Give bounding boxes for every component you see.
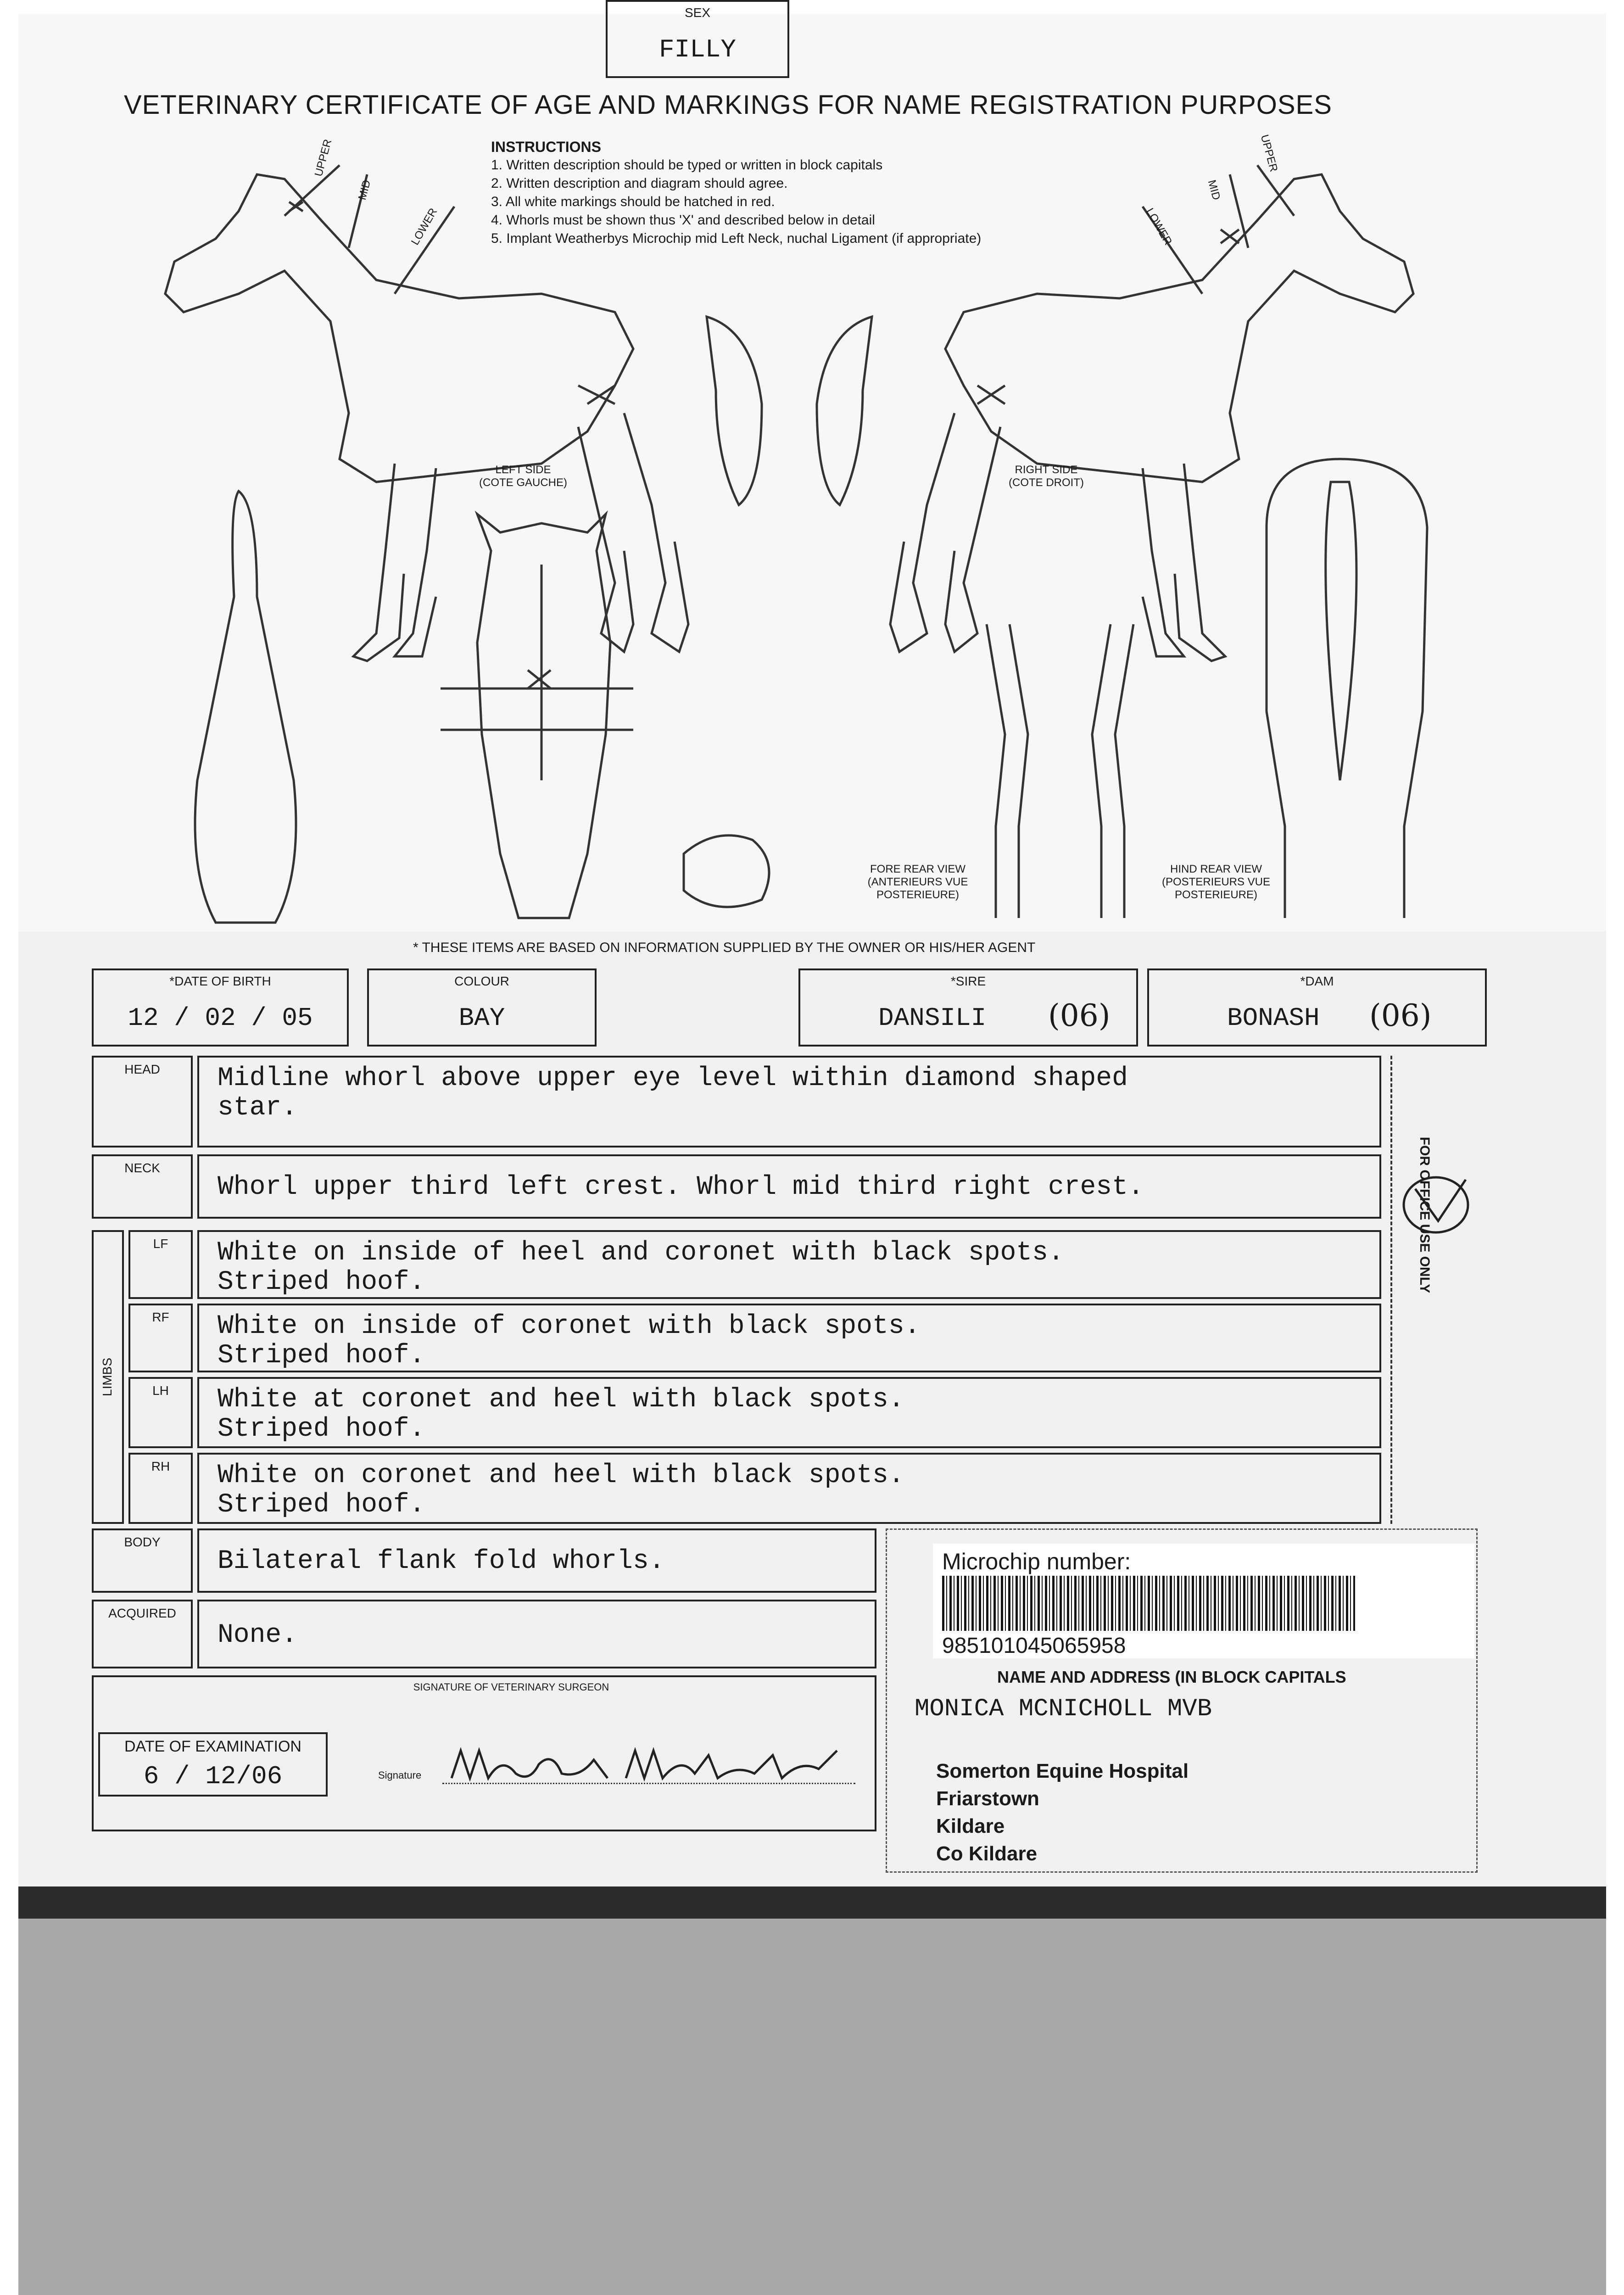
sire-value: DANSILI [878, 1003, 987, 1033]
rh-description: White on coronet and heel with black spots. Striped hoof. [218, 1461, 904, 1520]
head-label-box [92, 1056, 193, 1148]
office-use-column [1390, 1056, 1479, 1524]
acquired-description: None. [218, 1620, 298, 1650]
neck-top-view-diagram [195, 491, 296, 923]
colour-value: BAY [458, 1003, 505, 1033]
left-side-horse-diagram [165, 165, 762, 661]
certificate-title: VETERINARY CERTIFICATE OF AGE AND MARKINGS FOR NAME REGISTRATION PURPOSES [124, 90, 1332, 120]
dob-value: 12 / 02 / 05 [128, 1003, 313, 1033]
sire-field [798, 968, 1138, 1047]
limbs-label-box [92, 1230, 124, 1524]
limbs-label: LIMBS [100, 1357, 114, 1397]
acquired-label: ACQUIRED [108, 1606, 176, 1620]
sex-label: SEX [684, 6, 711, 20]
rf-description: White on inside of coronet with black spots. Striped hoof. [218, 1311, 921, 1371]
address-heading: NAME AND ADDRESS (IN BLOCK CAPITALS [997, 1668, 1346, 1686]
fore-rear-view-diagram [987, 624, 1133, 918]
right-side-horse-diagram [817, 165, 1413, 661]
dam-handwritten-annotation: (06) [1369, 998, 1432, 1033]
dam-value: BONASH [1227, 1003, 1320, 1033]
sire-label: *SIRE [950, 974, 986, 988]
muzzle-diagram [684, 835, 769, 907]
address-line-4: Co Kildare [936, 1842, 1038, 1865]
neck-description-box [197, 1154, 1381, 1219]
lf-description: White on inside of heel and coronet with black spots. Striped hoof. [218, 1238, 1064, 1297]
body-label: BODY [124, 1535, 161, 1549]
rf-label: RF [152, 1310, 169, 1324]
address-line-2: Friarstown [936, 1787, 1039, 1810]
microchip-number: 985101045065958 [942, 1634, 1126, 1658]
signature-block [92, 1675, 876, 1831]
rh-description-box [197, 1453, 1381, 1524]
exam-date-label: DATE OF EXAMINATION [124, 1738, 301, 1755]
acquired-description-box [197, 1600, 876, 1668]
instruction-item: 3. All white markings should be hatched in red. [491, 194, 775, 209]
sex-value: FILLY [659, 35, 737, 64]
head-label: HEAD [124, 1062, 160, 1076]
body-description: Bilateral flank fold whorls. [218, 1546, 665, 1576]
neck-label: NECK [124, 1161, 160, 1175]
left-mid-label: MID [356, 179, 374, 202]
hind-rear-view-diagram [1267, 459, 1427, 918]
address-line-3: Kildare [936, 1815, 1005, 1837]
dam-field [1147, 968, 1487, 1047]
microchip-label: Microchip number: [942, 1549, 1131, 1574]
sire-handwritten-annotation: (06) [1048, 998, 1111, 1033]
hind-rear-label: HIND REAR VIEW (POSTERIEURS VUE POSTERIEURE) [1161, 863, 1271, 901]
signature-label: Signature [378, 1769, 422, 1781]
lf-label: LF [153, 1237, 168, 1251]
head-description: Midline whorl above upper eye level within diamond shaped star. [218, 1064, 1128, 1123]
rh-label: RH [151, 1459, 170, 1473]
instruction-item: 4. Whorls must be shown thus 'X' and described below in detail [491, 213, 875, 228]
left-upper-label: UPPER [312, 138, 335, 178]
microchip-barcode [942, 1576, 1355, 1631]
rf-label-box [128, 1304, 193, 1372]
right-upper-label: UPPER [1258, 133, 1280, 174]
lh-description: White at coronet and heel with black spots. Striped hoof. [218, 1385, 904, 1444]
lh-label-box [128, 1377, 193, 1448]
signature-heading: SIGNATURE OF VETERINARY SURGEON [413, 1681, 609, 1693]
owner-info-note: * THESE ITEMS ARE BASED ON INFORMATION SUPPLIED BY THE OWNER OR HIS/HER AGENT [413, 940, 1036, 955]
colour-label: COLOUR [454, 974, 509, 988]
instruction-item: 5. Implant Weatherbys Microchip mid Left Neck, nuchal Ligament (if appropriate) [491, 231, 982, 246]
dob-label: *DATE OF BIRTH [169, 974, 271, 988]
vet-name: MONICA MCNICHOLL MVB [915, 1695, 1212, 1723]
neck-label-box [92, 1154, 193, 1219]
exam-date-value: 6 / 12/06 [143, 1762, 283, 1791]
sex-field [606, 0, 789, 78]
date-of-birth-field [92, 968, 349, 1047]
office-checkmark-icon [1397, 1170, 1475, 1239]
neck-description: Whorl upper third left crest. Whorl mid third right crest. [218, 1172, 1144, 1202]
instruction-item: 1. Written description should be typed or written in block capitals [491, 157, 883, 173]
body-label-box [92, 1528, 193, 1593]
lh-label: LH [152, 1383, 169, 1398]
head-description-box [197, 1056, 1381, 1148]
lf-description-box [197, 1230, 1381, 1299]
handwritten-signature [442, 1737, 855, 1787]
lh-description-box [197, 1377, 1381, 1448]
instructions-heading: INSTRUCTIONS [491, 139, 601, 155]
head-front-view-diagram [441, 514, 633, 918]
right-side-label: RIGHT SIDE (COTE DROIT) [1009, 464, 1084, 489]
right-mid-label: MID [1205, 179, 1223, 202]
right-lower-label: LOWER [1143, 206, 1175, 247]
scan-edge-band [18, 1886, 1606, 1919]
address-line-1: Somerton Equine Hospital [936, 1760, 1189, 1782]
left-lower-label: LOWER [408, 206, 440, 247]
scan-background [18, 1919, 1606, 2295]
body-description-box [197, 1528, 876, 1593]
rf-description-box [197, 1304, 1381, 1372]
colour-field [367, 968, 597, 1047]
lf-label-box [128, 1230, 193, 1299]
office-use-label: FOR OFFICE USE ONLY [1417, 1136, 1432, 1293]
fore-rear-label: FORE REAR VIEW (ANTERIEURS VUE POSTERIEURE) [867, 863, 968, 901]
left-side-label: LEFT SIDE (COTE GAUCHE) [479, 464, 567, 489]
exam-date-box [98, 1732, 328, 1797]
acquired-label-box [92, 1600, 193, 1668]
rh-label-box [128, 1453, 193, 1524]
instruction-item: 2. Written description and diagram should agree. [491, 176, 788, 191]
dam-label: *DAM [1300, 974, 1334, 988]
horse-diagrams [0, 0, 1624, 941]
